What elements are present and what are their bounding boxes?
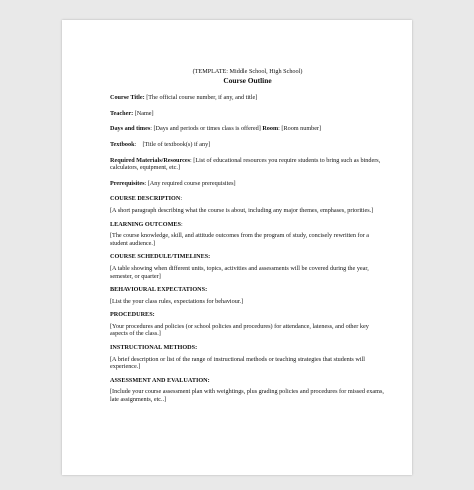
- assessment-text: [Include your course assessment plan with weightings, plus grading policies and procedures for missed exams, late assignments, etc..]: [110, 388, 384, 404]
- document-title: Course Outline: [223, 75, 272, 85]
- description-heading-text: COURSE DESCRIPTION: [110, 195, 181, 203]
- schedule-heading: COURSE SCHEDULE/TIMELINES:: [110, 253, 211, 261]
- outcomes-text: [The course knowledge, skill, and attitude outcomes from the program of study, concisely rewritten for a student audience.]: [110, 232, 370, 247]
- methods-heading: INSTRUCTIONAL METHODS:: [110, 344, 198, 352]
- assessment-heading: ASSESSMENT AND EVALUATION:: [110, 376, 210, 384]
- course-title-field: [110, 94, 385, 102]
- days-label: Days and times: [110, 125, 151, 133]
- textbook-value: : [Title of textbook(s) if any]: [134, 140, 211, 148]
- materials-field: [110, 157, 385, 172]
- outcomes-heading: [110, 221, 385, 229]
- days-room-field: [110, 125, 385, 133]
- document-content: [110, 68, 385, 410]
- template-line: (TEMPLATE: Middle School, High School): [192, 68, 303, 75]
- behaviour-text: [List the your class rules, expectations for behaviour.]: [110, 297, 244, 305]
- room-label: Room: [262, 125, 279, 133]
- room-value: : [Room number]: [278, 125, 322, 133]
- textbook-field: [110, 141, 385, 149]
- schedule-text: [A table showing when different units, topics, activities and assessments will be covered during the year, semester, or quarter]: [110, 264, 369, 280]
- description-text: [A short paragraph describing what the course is about, including any major themes, emphases, priorities.]: [110, 206, 374, 214]
- teacher-value: [Name]: [134, 109, 154, 117]
- materials-value: : [List of educational resources you require students to bring such as binders, calculators, equipment, etc.]: [110, 156, 381, 172]
- prerequisites-field: [110, 180, 385, 188]
- teacher-label: Teacher:: [110, 109, 134, 117]
- outcomes-heading-colon: :: [181, 220, 183, 228]
- prerequisites-label: Prerequisites: [110, 179, 145, 187]
- course-title-value: [The official course number, if any, and title]: [144, 94, 258, 102]
- outcomes-heading-text: LEARNING OUTCOMES: [110, 220, 181, 228]
- teacher-field: [110, 110, 385, 118]
- description-heading-colon: :: [180, 195, 183, 203]
- procedures-heading: PROCEDURES:: [110, 311, 155, 319]
- prerequisites-value: : [Any required course prerequisites]: [144, 179, 236, 187]
- procedures-text: [Your procedures and policies (or school policies and procedures) for attendance, lateness, and other key aspects of the class.]: [110, 322, 369, 338]
- behaviour-heading: BEHAVIOURAL EXPECTATIONS:: [110, 286, 208, 294]
- textbook-label: Textbook: [110, 140, 135, 148]
- days-value: : [Days and periods or times class is offered]: [150, 125, 263, 133]
- description-heading: [110, 195, 385, 203]
- course-title-label: Course Title:: [110, 94, 145, 102]
- methods-text: [A brief description or list of the range of instructional methods or teaching strategies that students will experience.]: [110, 355, 366, 371]
- materials-label: Required Materials/Resources: [110, 156, 191, 164]
- document-page: [62, 20, 412, 475]
